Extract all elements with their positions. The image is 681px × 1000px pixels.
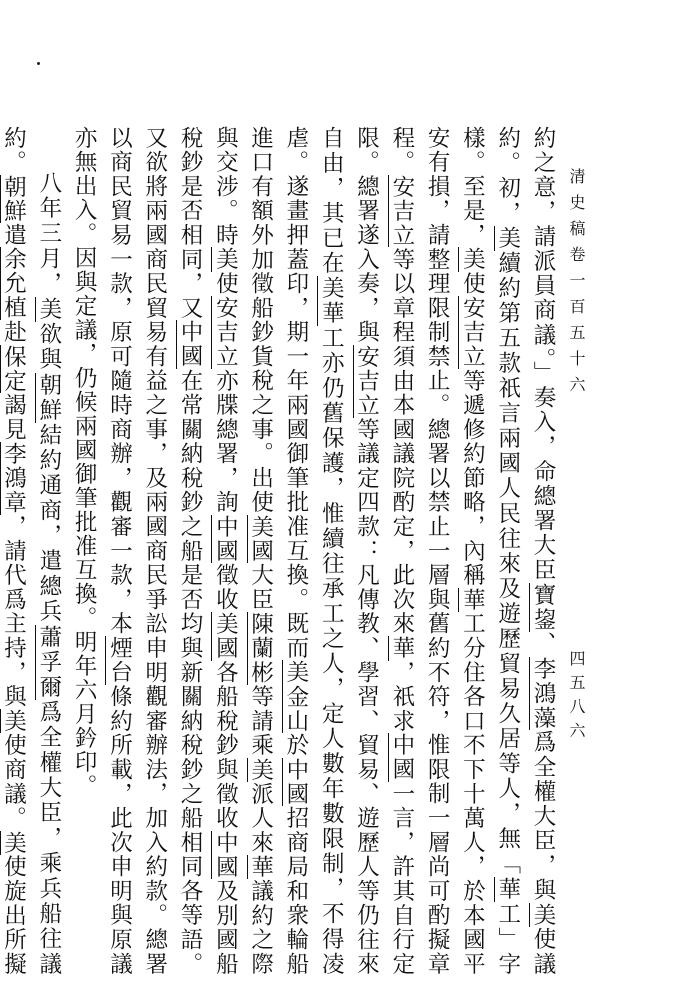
- proper-name: 華: [247, 854, 274, 880]
- proper-name: 美: [282, 660, 309, 685]
- text-run: 派人來: [247, 781, 274, 855]
- proper-name: 美國: [247, 514, 274, 564]
- page-number: 四五八六: [567, 650, 586, 746]
- text-run: 使商議。: [0, 733, 27, 831]
- text-run: 亦牒總署，詢: [212, 368, 239, 515]
- proper-name: 華: [388, 636, 415, 661]
- paragraph: [0, 126, 66, 976]
- proper-name: 安吉立: [212, 296, 239, 369]
- proper-name: 中國: [282, 757, 309, 807]
- proper-name: 朝鮮: [0, 174, 27, 224]
- proper-name: 煙台: [106, 636, 133, 685]
- text-run: 結約通商，遣總兵: [35, 422, 62, 625]
- running-head: 清史稿卷一百五十六: [567, 168, 586, 402]
- text-run: 使: [212, 271, 239, 297]
- proper-name: 金山: [282, 684, 309, 734]
- text-run: 一言，許其自行定限。總署遂入奏，與: [353, 126, 415, 977]
- text-run: 等請乘: [247, 684, 274, 758]
- proper-name: 美: [212, 247, 239, 272]
- text-run: 等遞修約節略，內稱: [459, 368, 486, 588]
- proper-name: 美: [0, 709, 27, 734]
- proper-name: 安吉立: [388, 174, 415, 248]
- proper-name: 美: [0, 830, 27, 855]
- proper-name: 陳蘭彬: [247, 611, 274, 685]
- text-run: 及別國船稅鈔是否相同，又: [177, 126, 239, 977]
- text-run: 在常關納稅鈔之船是否均與新關納稅鈔之船相同各等語。又欲將兩國商民貿易有益之事，及兩國商民爭訟申明觀審辦法，加入約款。總署以商民貿易一款，原可隨時商辦，觀審一款，本: [106, 126, 204, 977]
- text-run: 赴: [0, 320, 27, 345]
- paragraph-continued: [66, 126, 560, 976]
- text-run: 欲與: [35, 322, 62, 373]
- text-run: 使: [459, 271, 486, 297]
- text-run: ，請代爲主持，與: [0, 514, 27, 710]
- text-run: 各船稅鈔與徵收: [212, 660, 239, 831]
- proper-name: 美: [459, 247, 486, 272]
- text-run: 使議約。初，: [494, 126, 556, 976]
- text-run: 工亦仍舊保護，惟續往承工之人，定人數年數限制，不得凌虐。遂畫押蓋印，期一年兩國御筆批准互換。既而: [282, 126, 345, 977]
- text-run: 爲全權大臣，與: [530, 730, 556, 903]
- text-run: 工分住各口不下十萬人，於本國平安有損，請整理限制禁止。總署以禁止一層與舊約不符，惟限制一層尚可酌擬章程。: [388, 126, 486, 977]
- proper-name: 中國: [177, 320, 204, 369]
- page-mark: [37, 62, 40, 65]
- text-run: 工」字樣。至是，: [459, 126, 521, 977]
- proper-name: 美: [247, 757, 274, 782]
- text-run: 議約之際與交涉。時: [212, 126, 274, 977]
- text-run: 條約所載，此次申明與原議亦無出入。因與定議，仍候兩國御筆批准互換。明年六月鈐印。: [71, 126, 133, 977]
- text-run: 大臣: [247, 563, 274, 612]
- proper-name: 安吉立: [459, 296, 486, 369]
- proper-name: 中國: [388, 733, 415, 782]
- proper-name: 華: [494, 876, 521, 902]
- text-run: 續約第五款祇言兩國人民往來及遊歷貿易久居等人，無「: [494, 251, 521, 877]
- text-run: 爲全權大臣，乘兵船往議約。: [0, 126, 62, 977]
- proper-name: 朝鮮: [35, 372, 62, 423]
- proper-name: 美: [318, 276, 345, 302]
- proper-name: 美: [530, 902, 556, 928]
- text-run: 八年三月，: [35, 171, 62, 297]
- proper-name: 寶鋆: [530, 582, 556, 632]
- text-run: 使旋出所擬: [0, 854, 27, 977]
- text-run: 徵收: [212, 563, 239, 612]
- body-text: [0, 126, 560, 977]
- text-run: 等以章程須由本國議院酌定，此次來: [388, 247, 415, 637]
- proper-name: 余允植: [0, 247, 27, 321]
- proper-name: 安吉立: [353, 344, 380, 418]
- proper-name: 保定: [0, 344, 27, 394]
- text-run: 於: [282, 733, 309, 758]
- proper-name: 美國: [212, 611, 239, 661]
- proper-name: 美: [35, 296, 62, 323]
- text-run: 等議定四款：凡傳教、學習、貿易、遊歷人等仍往來自由，其已在: [318, 126, 380, 977]
- text-run: 遣: [0, 223, 27, 248]
- proper-name: 李鴻藻: [530, 656, 556, 731]
- proper-name: 中國: [212, 830, 239, 880]
- proper-name: 蕭孚爾: [35, 624, 62, 701]
- proper-name: 美: [494, 226, 521, 252]
- proper-name: 華: [318, 301, 345, 327]
- text-run: 、: [530, 631, 556, 657]
- proper-name: 李鴻章: [0, 441, 27, 515]
- proper-name: 中國: [212, 514, 239, 564]
- text-run: 招商局和衆輪船進口有額外加徵船鈔貨稅之事。出使: [247, 126, 309, 977]
- text-run: ，祇求: [388, 660, 415, 734]
- text-run: 約之意，請派員商議。」奏入，命總署大臣: [530, 126, 556, 583]
- text-run: 謁見: [0, 393, 27, 442]
- proper-name: 華: [459, 587, 486, 612]
